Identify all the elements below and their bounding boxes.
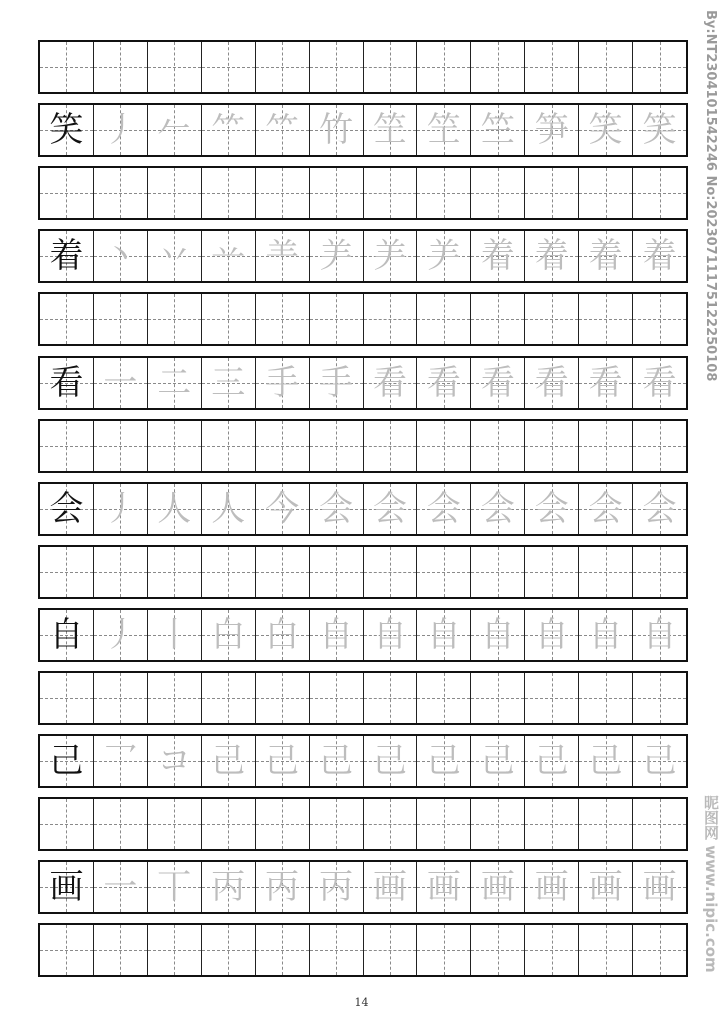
blank-writing-cell[interactable] [471,42,525,92]
trace-cell[interactable] [364,610,418,660]
blank-writing-cell[interactable] [256,547,310,597]
stroke-order-glyph: コ [157,741,192,782]
trace-cell[interactable] [633,862,686,912]
blank-writing-cell[interactable] [579,799,633,849]
blank-writing-cell[interactable] [94,673,148,723]
watermark: 昵图网 www.nipic.com [702,795,720,973]
blank-writing-cell[interactable] [471,925,525,975]
stroke-order-glyph: 画 [588,867,623,908]
stroke-order-glyph: 自 [480,614,515,655]
blank-writing-cell[interactable] [417,925,471,975]
trace-cell[interactable] [417,862,471,912]
trace-cell[interactable] [364,862,418,912]
stroke-order-glyph: 笁 [426,110,461,151]
trace-cell[interactable] [525,736,579,786]
stroke-order-glyph: 丶 [103,236,138,277]
stroke-order-glyph: ⺶ [372,236,407,277]
stroke-order-glyph: 己 [265,741,300,782]
stroke-order-glyph: 看 [480,362,515,403]
trace-cell[interactable] [579,358,633,408]
blank-writing-cell[interactable] [202,799,256,849]
blank-writing-cell[interactable] [633,925,686,975]
trace-cell[interactable] [310,358,364,408]
trace-cell[interactable] [256,862,310,912]
trace-cell[interactable] [94,231,148,281]
blank-writing-cell[interactable] [256,925,310,975]
stroke-order-glyph: 己 [642,741,677,782]
stroke-order-glyph: 画 [480,867,515,908]
trace-cell[interactable] [471,862,525,912]
tracing-row [38,356,688,410]
blank-writing-cell[interactable] [256,42,310,92]
stroke-order-glyph: 己 [211,741,246,782]
blank-writing-cell[interactable] [471,799,525,849]
stroke-order-glyph: 己 [319,741,354,782]
model-character-cell[interactable] [40,862,94,912]
blank-writing-cell[interactable] [256,421,310,471]
blank-writing-cell[interactable] [364,799,418,849]
stroke-order-glyph: 看 [372,362,407,403]
blank-writing-cell[interactable] [148,421,202,471]
trace-cell[interactable] [579,484,633,534]
blank-writing-cell[interactable] [633,294,686,344]
trace-cell[interactable] [364,484,418,534]
stroke-order-glyph: 看 [534,362,569,403]
stroke-order-glyph: ⺷ [265,236,300,277]
blank-writing-cell[interactable] [310,673,364,723]
image-serial-number: By:NT2304101542246 No:20230711175122250108 [703,10,718,382]
trace-cell[interactable] [202,736,256,786]
trace-cell[interactable] [525,484,579,534]
trace-cell[interactable] [633,484,686,534]
trace-cell[interactable] [525,610,579,660]
trace-cell[interactable] [633,231,686,281]
blank-writing-cell[interactable] [40,42,94,92]
trace-cell[interactable] [256,484,310,534]
blank-writing-cell[interactable] [202,42,256,92]
stroke-order-glyph: 着 [642,236,677,277]
trace-cell[interactable] [633,358,686,408]
stroke-order-glyph: 丿 [103,110,138,151]
blank-writing-cell[interactable] [579,673,633,723]
blank-writing-cell[interactable] [148,168,202,218]
stroke-order-glyph: 画 [642,867,677,908]
blank-writing-cell[interactable] [471,673,525,723]
trace-cell[interactable] [256,358,310,408]
trace-cell[interactable] [202,862,256,912]
blank-writing-cell[interactable] [364,168,418,218]
model-character-cell[interactable] [40,610,94,660]
blank-writing-cell[interactable] [148,294,202,344]
trace-cell[interactable] [579,862,633,912]
model-character: 着 [49,236,84,277]
trace-cell[interactable] [148,358,202,408]
blank-writing-cell[interactable] [40,673,94,723]
trace-cell[interactable] [579,610,633,660]
stroke-order-glyph: 三 [211,362,246,403]
stroke-order-glyph: 自 [372,614,407,655]
blank-writing-cell[interactable] [40,294,94,344]
blank-writing-cell[interactable] [40,168,94,218]
trace-cell[interactable] [94,358,148,408]
blank-writing-cell[interactable] [579,168,633,218]
trace-cell[interactable] [148,862,202,912]
blank-writing-cell[interactable] [202,925,256,975]
blank-writing-cell[interactable] [148,799,202,849]
stroke-order-glyph: 看 [588,362,623,403]
blank-writing-cell[interactable] [579,547,633,597]
blank-practice-row [38,166,688,220]
blank-writing-cell[interactable] [417,673,471,723]
trace-cell[interactable] [471,736,525,786]
stroke-order-glyph: 手 [265,362,300,403]
blank-writing-cell[interactable] [202,294,256,344]
trace-cell[interactable] [417,736,471,786]
tracing-row [38,482,688,536]
stroke-order-glyph: ⺮ [211,110,246,151]
stroke-order-glyph: 乛 [103,741,138,782]
blank-writing-cell[interactable] [94,168,148,218]
trace-cell[interactable] [148,105,202,155]
blank-writing-cell[interactable] [364,421,418,471]
stroke-order-glyph: 画 [372,867,407,908]
blank-writing-cell[interactable] [364,925,418,975]
model-character-cell[interactable] [40,231,94,281]
trace-cell[interactable] [94,862,148,912]
blank-writing-cell[interactable] [256,799,310,849]
blank-writing-cell[interactable] [94,421,148,471]
stroke-order-glyph: 白 [265,614,300,655]
tracing-row [38,734,688,788]
stroke-order-glyph: 竹 [319,110,354,151]
stroke-order-glyph: 丙 [265,867,300,908]
stroke-order-glyph: 丿 [103,614,138,655]
tracing-row [38,860,688,914]
stroke-order-glyph: 看 [642,362,677,403]
stroke-order-glyph: 丙 [319,867,354,908]
stroke-order-glyph: 今 [265,488,300,529]
trace-cell[interactable] [310,736,364,786]
trace-cell[interactable] [579,231,633,281]
model-character: 笑 [49,110,84,151]
blank-writing-cell[interactable] [579,42,633,92]
stroke-order-glyph: 丷 [157,236,192,277]
trace-cell[interactable] [310,610,364,660]
stroke-order-glyph: 人 [157,488,192,529]
stroke-order-glyph: 手 [319,362,354,403]
blank-practice-row [38,419,688,473]
stroke-order-glyph: 竺 [480,110,515,151]
trace-cell[interactable] [417,610,471,660]
tracing-row [38,103,688,157]
stroke-order-glyph: 看 [426,362,461,403]
blank-writing-cell[interactable] [310,799,364,849]
trace-cell[interactable] [202,231,256,281]
trace-cell[interactable] [256,105,310,155]
blank-writing-cell[interactable] [633,168,686,218]
stroke-order-glyph: 画 [534,867,569,908]
trace-cell[interactable] [633,105,686,155]
blank-writing-cell[interactable] [148,42,202,92]
blank-writing-cell[interactable] [256,673,310,723]
blank-writing-cell[interactable] [148,547,202,597]
stroke-order-glyph: 笋 [534,110,569,151]
blank-writing-cell[interactable] [471,294,525,344]
trace-cell[interactable] [417,231,471,281]
stroke-order-glyph: 会 [372,488,407,529]
blank-writing-cell[interactable] [417,294,471,344]
trace-cell[interactable] [148,610,202,660]
stroke-order-glyph: ⺮ [265,110,300,151]
blank-writing-cell[interactable] [310,421,364,471]
blank-writing-cell[interactable] [202,168,256,218]
blank-writing-cell[interactable] [525,168,579,218]
blank-writing-cell[interactable] [471,421,525,471]
blank-writing-cell[interactable] [417,42,471,92]
stroke-order-glyph: 二 [157,362,192,403]
trace-cell[interactable] [471,358,525,408]
trace-cell[interactable] [94,105,148,155]
model-character: 自 [49,614,84,655]
stroke-order-glyph: 会 [480,488,515,529]
stroke-order-glyph: 着 [480,236,515,277]
stroke-order-glyph: 丨 [157,614,192,655]
stroke-order-glyph: 会 [534,488,569,529]
trace-cell[interactable] [417,105,471,155]
blank-writing-cell[interactable] [525,421,579,471]
trace-cell[interactable] [525,105,579,155]
model-character: 己 [49,741,84,782]
blank-writing-cell[interactable] [633,547,686,597]
blank-practice-row [38,545,688,599]
blank-writing-cell[interactable] [633,42,686,92]
blank-writing-cell[interactable] [94,294,148,344]
trace-cell[interactable] [310,484,364,534]
blank-writing-cell[interactable] [579,294,633,344]
blank-writing-cell[interactable] [40,547,94,597]
blank-writing-cell[interactable] [417,799,471,849]
blank-writing-cell[interactable] [94,799,148,849]
blank-writing-cell[interactable] [633,673,686,723]
tracing-row [38,608,688,662]
stroke-order-glyph: 己 [426,741,461,782]
stroke-order-glyph: 会 [319,488,354,529]
trace-cell[interactable] [525,862,579,912]
blank-writing-cell[interactable] [633,799,686,849]
stroke-order-glyph: 己 [372,741,407,782]
stroke-order-glyph: 一 [103,867,138,908]
trace-cell[interactable] [364,231,418,281]
trace-cell[interactable] [256,231,310,281]
trace-cell[interactable] [202,105,256,155]
stroke-order-glyph: 着 [588,236,623,277]
trace-cell[interactable] [471,105,525,155]
stroke-order-glyph: 丿 [103,488,138,529]
stroke-order-glyph: 自 [319,614,354,655]
trace-cell[interactable] [579,736,633,786]
blank-writing-cell[interactable] [417,547,471,597]
stroke-order-glyph: 会 [588,488,623,529]
trace-cell[interactable] [579,105,633,155]
blank-writing-cell[interactable] [525,925,579,975]
trace-cell[interactable] [310,862,364,912]
blank-writing-cell[interactable] [525,799,579,849]
blank-writing-cell[interactable] [310,42,364,92]
blank-writing-cell[interactable] [148,925,202,975]
blank-writing-cell[interactable] [579,421,633,471]
trace-cell[interactable] [310,105,364,155]
blank-writing-cell[interactable] [417,421,471,471]
blank-practice-row [38,40,688,94]
blank-writing-cell[interactable] [94,547,148,597]
blank-practice-row [38,923,688,977]
page-number: 14 [354,996,369,1009]
trace-cell[interactable] [471,484,525,534]
trace-cell[interactable] [256,736,310,786]
model-character: 会 [49,488,84,529]
stroke-order-glyph: 自 [588,614,623,655]
model-character: 看 [49,362,84,403]
stroke-order-glyph: 画 [426,867,461,908]
blank-practice-row [38,797,688,851]
blank-writing-cell[interactable] [471,547,525,597]
trace-cell[interactable] [364,358,418,408]
stroke-order-glyph: 人 [211,488,246,529]
blank-practice-row [38,292,688,346]
model-character-cell[interactable] [40,736,94,786]
trace-cell[interactable] [633,610,686,660]
stroke-order-glyph: 自 [642,614,677,655]
stroke-order-glyph: 白 [211,614,246,655]
trace-cell[interactable] [94,484,148,534]
stroke-order-glyph: 己 [588,741,623,782]
stroke-order-glyph: 笑 [588,110,623,151]
blank-writing-cell[interactable] [148,673,202,723]
trace-cell[interactable] [364,105,418,155]
trace-cell[interactable] [148,231,202,281]
stroke-order-glyph: 一 [103,362,138,403]
trace-cell[interactable] [633,736,686,786]
stroke-order-glyph: 己 [534,741,569,782]
blank-writing-cell[interactable] [364,294,418,344]
model-character-cell[interactable] [40,358,94,408]
trace-cell[interactable] [471,231,525,281]
blank-writing-cell[interactable] [417,168,471,218]
trace-cell[interactable] [256,610,310,660]
stroke-order-glyph: 自 [426,614,461,655]
trace-cell[interactable] [310,231,364,281]
blank-writing-cell[interactable] [310,547,364,597]
trace-cell[interactable] [202,484,256,534]
blank-writing-cell[interactable] [364,42,418,92]
trace-cell[interactable] [94,610,148,660]
blank-writing-cell[interactable] [579,925,633,975]
model-character: 画 [49,867,84,908]
stroke-order-glyph: 丙 [211,867,246,908]
blank-writing-cell[interactable] [202,673,256,723]
stroke-order-glyph: 着 [534,236,569,277]
blank-writing-cell[interactable] [364,547,418,597]
trace-cell[interactable] [417,484,471,534]
blank-writing-cell[interactable] [40,925,94,975]
stroke-order-glyph: ⺶ [319,236,354,277]
blank-writing-cell[interactable] [202,421,256,471]
trace-cell[interactable] [94,736,148,786]
stroke-order-glyph: 己 [480,741,515,782]
trace-cell[interactable] [364,736,418,786]
stroke-order-glyph: 会 [426,488,461,529]
blank-writing-cell[interactable] [633,421,686,471]
stroke-order-glyph: 䒑 [211,236,246,277]
trace-cell[interactable] [417,358,471,408]
trace-cell[interactable] [471,610,525,660]
blank-writing-cell[interactable] [525,42,579,92]
stroke-order-glyph: 自 [534,614,569,655]
trace-cell[interactable] [202,358,256,408]
blank-writing-cell[interactable] [94,42,148,92]
blank-writing-cell[interactable] [364,673,418,723]
blank-writing-cell[interactable] [525,294,579,344]
trace-cell[interactable] [525,231,579,281]
stroke-order-glyph: 笁 [372,110,407,151]
blank-writing-cell[interactable] [40,799,94,849]
blank-writing-cell[interactable] [40,421,94,471]
blank-writing-cell[interactable] [256,294,310,344]
blank-writing-cell[interactable] [94,925,148,975]
blank-writing-cell[interactable] [525,673,579,723]
stroke-order-glyph: ⺶ [426,236,461,277]
blank-writing-cell[interactable] [310,168,364,218]
trace-cell[interactable] [148,484,202,534]
blank-writing-cell[interactable] [310,294,364,344]
trace-cell[interactable] [202,610,256,660]
blank-writing-cell[interactable] [471,168,525,218]
stroke-order-glyph: 笑 [642,110,677,151]
tracing-row [38,229,688,283]
stroke-order-glyph: 会 [642,488,677,529]
stroke-order-glyph: 𠂉 [157,110,192,151]
model-character-cell[interactable] [40,484,94,534]
model-character-cell[interactable] [40,105,94,155]
blank-writing-cell[interactable] [256,168,310,218]
blank-practice-row [38,671,688,725]
trace-cell[interactable] [525,358,579,408]
blank-writing-cell[interactable] [525,547,579,597]
blank-writing-cell[interactable] [310,925,364,975]
stroke-order-glyph: 丅 [157,867,192,908]
blank-writing-cell[interactable] [202,547,256,597]
trace-cell[interactable] [148,736,202,786]
